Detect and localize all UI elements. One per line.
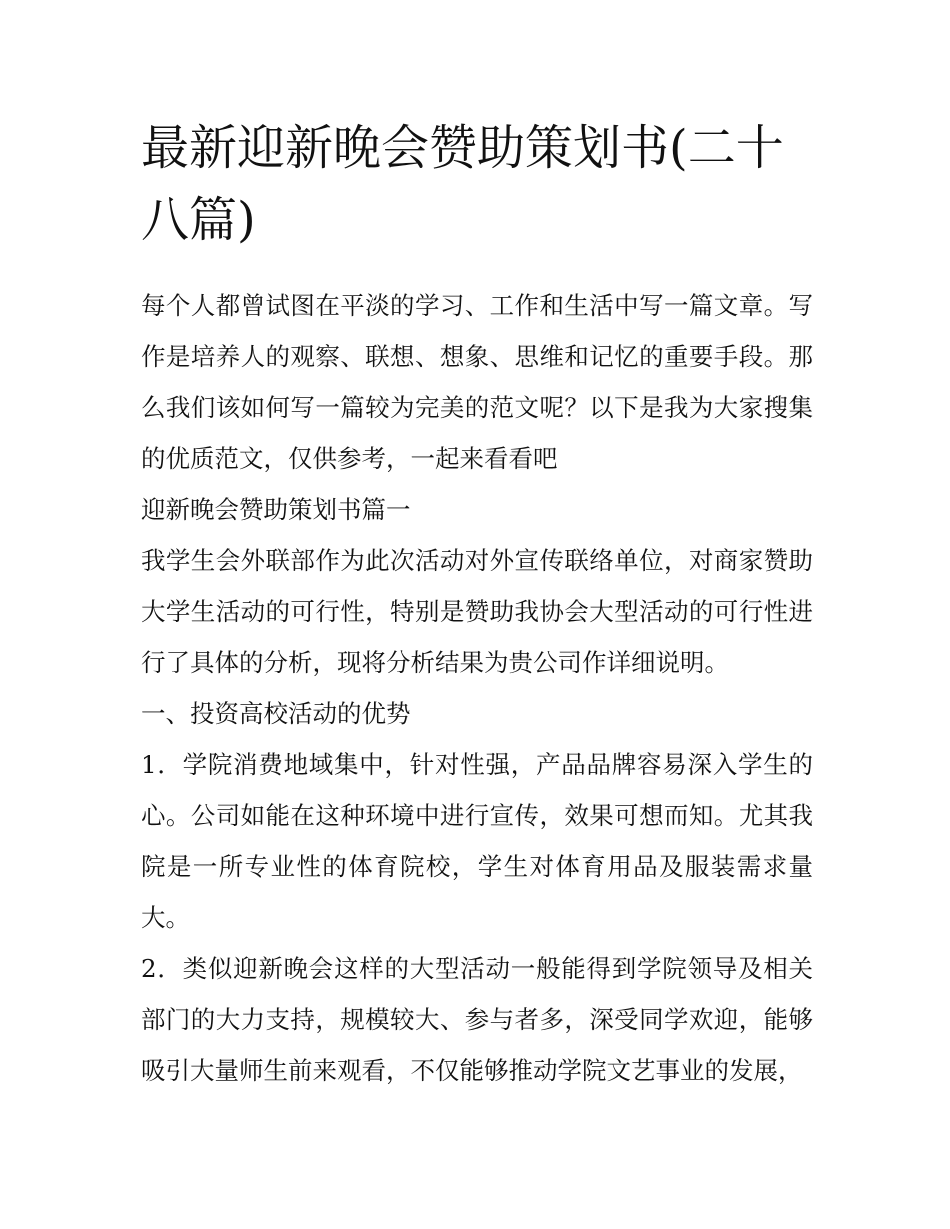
document-content [141, 112, 813, 1096]
document-body [141, 280, 813, 1096]
intro-paragraph: 每个人都曾试图在平淡的学习、工作和生活中写一篇文章。写作是培养人的观察、联想、想象、思维和记忆的重要手段。那么我们该如何写一篇较为完美的范文呢？以下是我为大家搜集的优质范文，仅供参考，一起来看看吧 [141, 291, 813, 473]
section-heading: 迎新晚会赞助策划书篇一 [141, 495, 411, 524]
body-paragraph: 我学生会外联部作为此次活动对外宣传联络单位，对商家赞助大学生活动的可行性，特别是赞助我协会大型活动的可行性进行了具体的分析，现将分析结果为贵公司作详细说明。 [141, 546, 813, 677]
subsection-heading: 一、投资高校活动的优势 [141, 699, 411, 728]
list-item: 2．类似迎新晚会这样的大型活动一般能得到学院领导及相关部门的大力支持，规模较大、参与者多，深受同学欢迎，能够吸引大量师生前来观看，不仅能够推动学院文艺事业的发展， [141, 954, 813, 1085]
list-item: 1．学院消费地域集中，针对性强，产品品牌容易深入学生的心。公司如能在这种环境中进行宣传，效果可想而知。尤其我院是一所专业性的体育院校，学生对体育用品及服装需求量大。 [141, 750, 813, 932]
document-title: 最新迎新晚会赞助策划书(二十八篇) [141, 120, 784, 248]
